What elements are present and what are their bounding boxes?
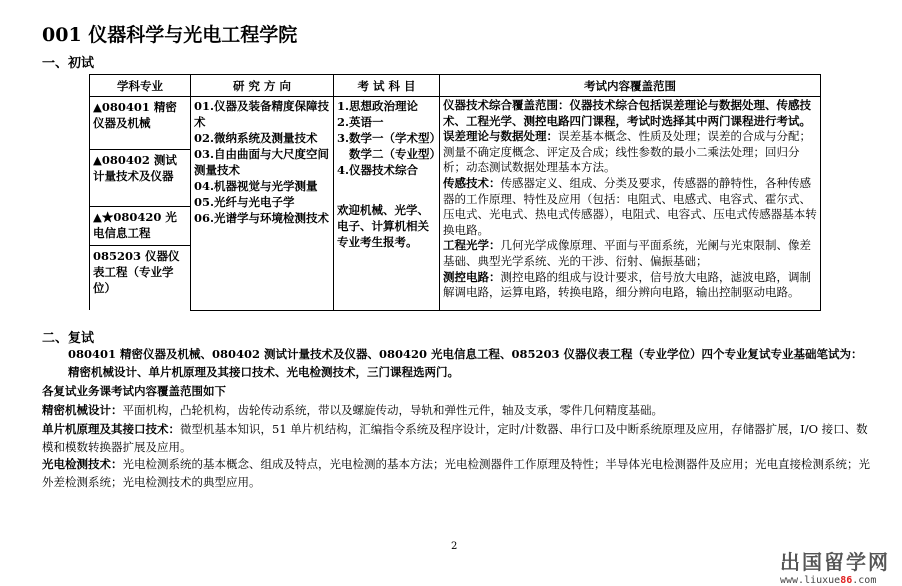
coverage-intro [443, 98, 817, 129]
header-subjects: 考 试 科 目 [334, 75, 440, 97]
course-label: 精密机械设计： [42, 403, 123, 417]
direction-item: 03.自由曲面与大尺度空间测量技术 [194, 147, 330, 177]
direction-item: 04.机器视觉与光学测量 [194, 179, 318, 193]
watermark-url-pre: www.liuxue [780, 575, 841, 586]
coverage-item-text: 误差基本概念、性质及处理；误差的合成与分配；测量不确定度概念、评定及合成；线性参数的最小二乘法处理；回归分析；动态测试数据处理基本方法。 [443, 129, 811, 175]
course-microcontroller [42, 420, 872, 456]
direction-item: 06.光谱学与环境检测技术 [194, 211, 330, 225]
site-watermark [780, 546, 890, 586]
coverage-item-label: 误差理论与数据处理： [443, 129, 558, 144]
table-header-row [90, 75, 821, 97]
subject-item: 2.英语一 [337, 115, 384, 129]
course-label: 单片机原理及其接口技术： [42, 422, 180, 436]
coverage-item [443, 129, 817, 176]
directions-cell [191, 97, 334, 311]
major-080420: ▲★080420 光电信息工程 [90, 207, 190, 246]
table-body-row [90, 97, 821, 311]
watermark-url [780, 575, 890, 586]
exam-table [89, 74, 821, 311]
majors-cell [90, 97, 191, 311]
retest-scope-heading: 各复试业务课考试内容覆盖范围如下 [42, 384, 226, 398]
retest-majors-line: 080401 精密仪器及机械、080402 测试计量技术及仪器、080420 光电信息工程、085203 仪器仪表工程（专业学位）四个专业复试专业基础笔试为： [68, 347, 863, 361]
course-photoelectric-detection [42, 455, 872, 491]
subject-item: 3.数学一（学术型） [337, 131, 442, 145]
header-direction: 研 究 方 向 [191, 75, 334, 97]
coverage-item-text: 测控电路的组成与设计要求，信号放大电路，滤波电路，调制解调电路，运算电路，转换电路，细分辨向电路，输出控制驱动电路。 [443, 269, 811, 300]
document-title: 001 仪器科学与光电工程学院 [42, 24, 298, 46]
major-080402: ▲080402 测试计量技术及仪器 [90, 150, 190, 207]
coverage-item-label: 工程光学： [443, 238, 501, 253]
retest-courses-line: 精密机械设计、单片机原理及其接口技术、光电检测技术，三门课程选两门。 [68, 365, 459, 379]
watermark-url-post: .com [852, 575, 877, 586]
coverage-item [443, 176, 817, 238]
course-label: 光电检测技术： [42, 457, 123, 471]
coverage-item-text: 传感器定义、组成、分类及要求，传感器的静特性，各种传感器的工作原理、特性及应用（包括：电阻式、电感式、电容式、霍尔式、压电式、光电式、热电式传感器），电阻式、电容式、压电式传感器基本转换电路。 [443, 175, 817, 237]
section-heading-retest: 二、复试 [42, 331, 95, 346]
subject-item: 数学二（专业型） [349, 147, 441, 161]
course-precision-mechanics [42, 401, 663, 419]
direction-item: 01.仪器及装备精度保障技术 [194, 99, 330, 129]
coverage-item-text: 几何光学成像原理、平面与平面系统，光阑与光束限制、像差基础、典型光学系统、光的干涉、衍射、偏振基础； [443, 238, 811, 268]
watermark-cn: 出国留学网 [780, 550, 890, 574]
course-text: 微型机基本知识，51 单片机结构，汇编指令系统及程序设计，定时/计数器、串行口及中断系统原理及应用，存储器扩展，I/O 接口、数模和模数转换器扩展及应用。 [42, 422, 868, 454]
coverage-item-label: 测控电路： [443, 269, 501, 284]
subject-item: 1.思想政治理论 [337, 99, 419, 113]
page-number: 2 [451, 541, 458, 552]
coverage-intro-label: 仪器技术综合覆盖范围： [443, 98, 570, 112]
major-085203: 085203 仪器仪表工程（专业学位） [93, 249, 180, 295]
direction-item: 02.微纳系统及测量技术 [194, 131, 318, 145]
welcome-note: 欢迎机械、光学、电子、计算机相关专业考生报考。 [337, 203, 429, 249]
subjects-cell [334, 97, 440, 311]
coverage-cell [440, 97, 821, 311]
coverage-item-label: 传感技术： [443, 175, 501, 190]
course-text: 平面机构，凸轮机构，齿轮传动系统，带以及螺旋传动，导轨和弹性元件，轴及支承，零件几何精度基础。 [122, 403, 663, 417]
coverage-item [443, 270, 817, 301]
header-coverage: 考试内容覆盖范围 [440, 75, 821, 97]
subject-item: 4.仪器技术综合 [337, 163, 419, 177]
header-major: 学科专业 [90, 75, 191, 97]
watermark-url-num: 86 [840, 575, 853, 586]
course-text: 光电检测系统的基本概念、组成及特点，光电检测的基本方法；光电检测器件工作原理及特性；半导体光电检测器件及应用；光电直接检测系统；光外差检测系统；光电检测技术的典型应用。 [42, 457, 870, 489]
direction-item: 05.光纤与光电子学 [194, 195, 295, 209]
major-080401: ▲080401 精密仪器及机械 [90, 97, 190, 150]
section-heading-initial-exam: 一、初试 [42, 56, 95, 71]
coverage-item [443, 238, 817, 269]
coverage-intro-text: 仪器技术综合包括误差理论与数据处理、传感技术、工程光学、测控电路四门课程，考试时选择其中两门课程进行考试。 [443, 98, 811, 128]
